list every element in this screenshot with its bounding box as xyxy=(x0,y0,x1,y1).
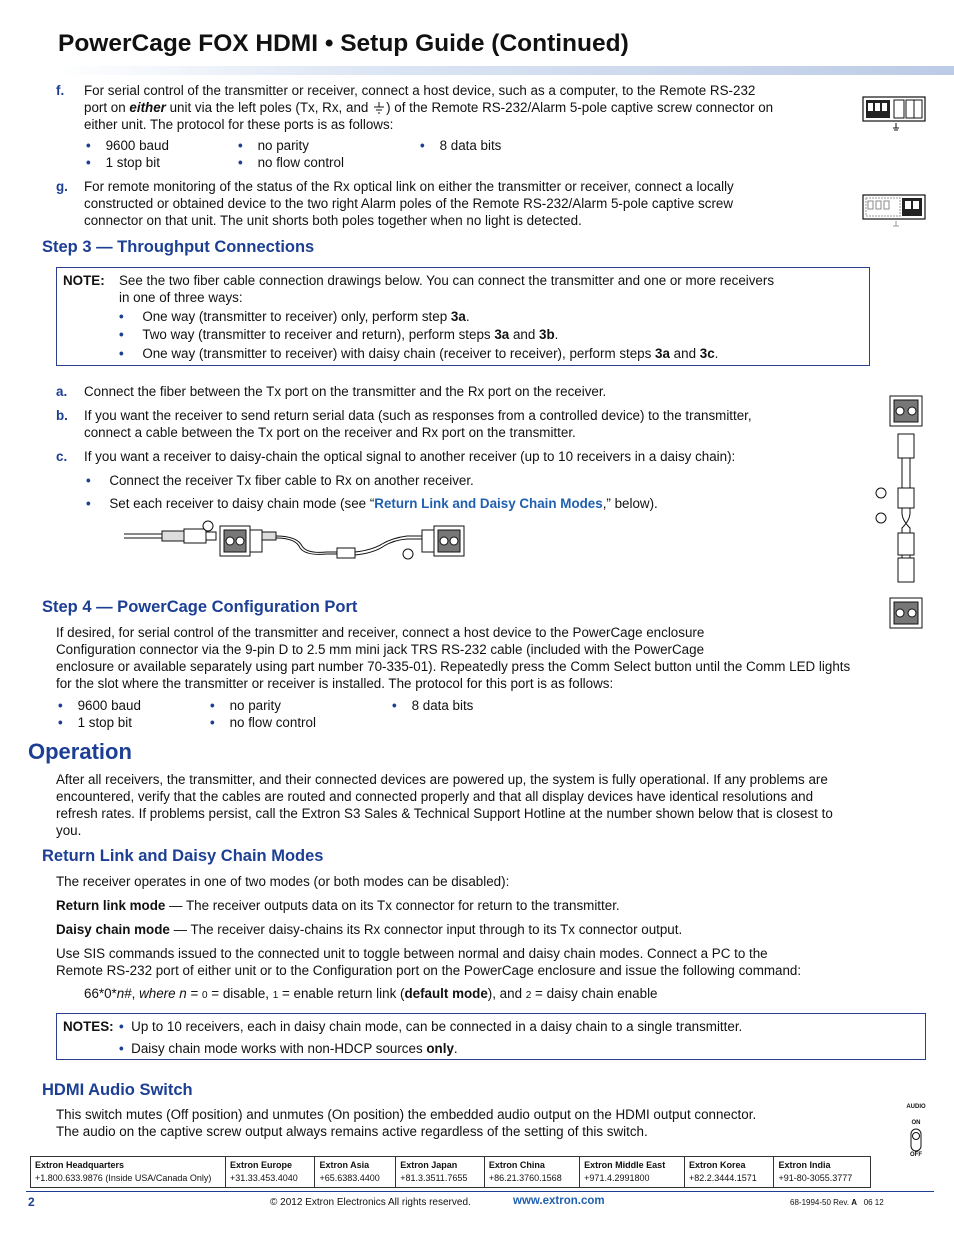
cmd-var: n xyxy=(116,986,125,1001)
sis-line2: Remote RS-232 port of either unit or to the Configuration port on the PowerCage enclosure and issue the following command: xyxy=(56,963,802,978)
step-f-text xyxy=(84,82,854,133)
step-g-text xyxy=(84,178,854,229)
list-item-text: One way (transmitter to receiver) only, perform step xyxy=(142,309,451,324)
note-line1: See the two fiber cable connection drawings below. You can connect the transmitter and one or more receivers xyxy=(119,273,775,288)
list-item: • Set each receiver to daisy chain mode (see “Return Link and Daisy Chain Modes,” below). xyxy=(86,496,658,511)
step3a-letter: a. xyxy=(56,384,68,399)
page-title: PowerCage FOX HDMI • Setup Guide (Continued) xyxy=(58,30,629,57)
list-item-text-end: ,” below). xyxy=(602,496,658,511)
cmd-part: = xyxy=(186,986,203,1001)
table-cell xyxy=(580,1157,685,1188)
conj: and xyxy=(669,346,700,361)
step-f-line2c: ) of the Remote RS-232/Alarm 5-pole captive screw connector on xyxy=(386,100,774,115)
list-item: • no parity xyxy=(238,138,309,153)
audio-heading: HDMI Audio Switch xyxy=(42,1081,193,1099)
step4-line3: enclosure or available separately using part number 70-335-01). Repeatedly press the Comm Select button until the Comm LED lights xyxy=(56,659,851,674)
doc-rev: A xyxy=(851,1198,858,1207)
cmd-where: where n xyxy=(139,986,187,1001)
step-g-line1: For remote monitoring of the status of the Rx optical link on either the transmitter or receiver, connect a locally xyxy=(84,179,734,194)
punct: . xyxy=(453,1041,458,1056)
table-cell xyxy=(226,1157,315,1188)
modes-heading: Return Link and Daisy Chain Modes xyxy=(42,847,324,865)
fiber-daisy-chain-drawing xyxy=(876,388,928,638)
cmd-part: 66*0* xyxy=(84,986,117,1001)
step-g-line2: constructed or obtained device to the two right Alarm poles of the Remote RS-232/Alarm 5-pole captive screw xyxy=(84,196,734,211)
step-g-line3: connector on that unit. The unit shorts both poles together when no light is detected. xyxy=(84,213,582,228)
operation-text xyxy=(56,771,936,839)
table-row xyxy=(31,1157,871,1188)
daisy-chain-desc xyxy=(56,921,682,938)
list-item: • One way (transmitter to receiver) only, perform step 3a. xyxy=(119,309,470,324)
step-f-line3: either unit. The protocol for these ports is as follows: xyxy=(84,117,394,132)
punct: . xyxy=(465,309,470,324)
office-name: Extron China xyxy=(488,1160,545,1170)
list-item-text: Two way (transmitter to receiver and return), perform steps xyxy=(142,327,495,342)
audio-line1: This switch mutes (Off position) and unmutes (On position) the embedded audio output on the HDMI output connector. xyxy=(56,1107,757,1122)
step3c-letter: c. xyxy=(56,449,68,464)
conj: and xyxy=(509,327,540,342)
cmd-part: #, xyxy=(124,986,140,1001)
list-item-text: Set each receiver to daisy chain mode (see “ xyxy=(109,496,375,511)
list-item: • 8 data bits xyxy=(420,138,502,153)
fiber-connection-drawing xyxy=(122,518,472,564)
step-f-letter: f. xyxy=(56,83,65,98)
table-cell xyxy=(315,1157,396,1188)
list-item-text: no flow control xyxy=(257,155,344,170)
step4-line2: Configuration connector via the 9-pin D to 2.5 mm mini jack TRS RS-232 cable (included with the PowerCage xyxy=(56,642,705,657)
copyright: © 2012 Extron Electronics All rights reserved. xyxy=(270,1197,471,1208)
table-cell xyxy=(774,1157,871,1188)
office-name: Extron Europe xyxy=(230,1160,293,1170)
list-item-text: no parity xyxy=(257,138,309,153)
office-phone: +81.3.3511.7655 xyxy=(400,1173,468,1183)
audio-switch-toggle[interactable] xyxy=(909,1128,923,1152)
table-cell xyxy=(685,1157,774,1188)
table-cell xyxy=(484,1157,579,1188)
step3a-text: Connect the fiber between the Tx port on the transmitter and the Rx port on the receiver. xyxy=(84,384,607,399)
audio-switch-off-label: OFF xyxy=(910,1152,922,1158)
office-phone: +31.33.453.4040 xyxy=(230,1173,298,1183)
modes-intro: The receiver operates in one of two modes (or both modes can be disabled): xyxy=(56,874,510,889)
cmd-value: 1 xyxy=(272,990,279,1001)
step-ref: 3b xyxy=(539,327,555,342)
step3b-text xyxy=(84,407,854,441)
footer-divider xyxy=(26,1191,934,1192)
step3b-line1: If you want the receiver to send return serial data (such as responses from a controlled device) to the transmitter, xyxy=(84,408,752,423)
step4-text xyxy=(56,624,936,692)
cmd-part: = disable, xyxy=(207,986,273,1001)
cmd-value: 0 xyxy=(202,990,208,1001)
step3b-line2: connect a cable between the Tx port on the receiver and Rx port on the transmitter. xyxy=(84,425,576,440)
note-text xyxy=(119,272,859,306)
table-cell xyxy=(396,1157,485,1188)
list-item: • Connect the receiver Tx fiber cable to Rx on another receiver. xyxy=(86,473,474,488)
operation-line1: After all receivers, the transmitter, and their connected devices are powered up, the system is fully operational. If any problems are xyxy=(56,772,828,787)
return-link-desc xyxy=(56,897,620,914)
title-bar xyxy=(54,66,954,75)
list-item-text: Up to 10 receivers, each in daisy chain mode, can be connected in a daisy chain to a single transmitter. xyxy=(131,1019,743,1034)
return-link-label: Return link mode xyxy=(56,898,166,913)
page-number: 2 xyxy=(28,1195,35,1209)
either-emphasis: either xyxy=(129,100,166,115)
list-item-text: Daisy chain mode works with non-HDCP sources xyxy=(131,1041,427,1056)
office-phone: +91-80-3055.3777 xyxy=(778,1173,853,1183)
list-item: • 1 stop bit xyxy=(86,155,160,170)
return-link-text: — The receiver outputs data on its Tx connector for return to the transmitter. xyxy=(165,898,620,913)
list-item: • Up to 10 receivers, each in daisy chain mode, can be connected in a daisy chain to a single transmitter. xyxy=(119,1019,743,1034)
list-item: • no parity xyxy=(210,698,281,713)
modes-notes-box xyxy=(56,1013,926,1060)
list-item: • 1 stop bit xyxy=(58,715,132,730)
step-f-line1: For serial control of the transmitter or receiver, connect a host device, such as a computer, to the Remote RS-232 xyxy=(84,83,756,98)
only-emphasis: only xyxy=(426,1041,454,1056)
audio-switch-label: AUDIO xyxy=(906,1104,926,1110)
note-label: NOTE: xyxy=(63,273,105,288)
office-name: Extron Korea xyxy=(689,1160,746,1170)
step-ref: 3a xyxy=(494,327,510,342)
audio-switch-on-label: ON xyxy=(911,1120,921,1126)
doc-num: 68-1994-50 Rev. xyxy=(790,1198,852,1207)
sis-text xyxy=(56,945,936,979)
list-item-text: One way (transmitter to receiver) with daisy chain (receiver to receiver), perform steps xyxy=(142,346,656,361)
list-item-text: no parity xyxy=(229,698,281,713)
cmd-part: = daisy chain enable xyxy=(531,986,658,1001)
list-item: • 8 data bits xyxy=(392,698,474,713)
website-link[interactable]: www.extron.com xyxy=(513,1195,605,1207)
note-line2: in one of three ways: xyxy=(119,290,243,305)
sis-line1: Use SIS commands issued to the connected unit to toggle between normal and daisy chain modes. Connect a PC to the xyxy=(56,946,768,961)
office-phone: +86.21.3760.1568 xyxy=(488,1173,562,1183)
list-item: • no flow control xyxy=(210,715,316,730)
list-item-text: 9600 baud xyxy=(77,698,141,713)
audio-line2: The audio on the captive screw output always remains active regardless of the setting of this switch. xyxy=(56,1124,648,1139)
ground-icon xyxy=(372,102,386,114)
cmd-part: ), and xyxy=(487,986,526,1001)
contact-table xyxy=(30,1156,871,1188)
operation-line3: refresh rates. If problems persist, call the Extron S3 Sales & Technical Support Hotline at the number shown below that is closest to xyxy=(56,806,833,821)
list-item: • One way (transmitter to receiver) with daisy chain (receiver to receiver), perform steps 3a and 3c. xyxy=(119,346,719,361)
doc-number xyxy=(790,1198,884,1207)
operation-heading: Operation xyxy=(28,739,132,764)
step-f-line2 xyxy=(84,99,854,116)
step4-line1: If desired, for serial control of the transmitter and receiver, connect a host device to the PowerCage enclosure xyxy=(56,625,705,640)
captive-screw-connector-tx-rx-icon xyxy=(862,96,926,132)
list-item-text: 1 stop bit xyxy=(105,155,160,170)
office-phone: +65.6383.4400 xyxy=(319,1173,380,1183)
step3c-text: If you want a receiver to daisy-chain the optical signal to another receiver (up to 10 receivers in a daisy chain): xyxy=(84,449,736,464)
office-phone: +1.800.633.9876 (Inside USA/Canada Only) xyxy=(35,1173,212,1183)
step4-heading: Step 4 — PowerCage Configuration Port xyxy=(42,598,358,616)
office-name: Extron Asia xyxy=(319,1160,370,1170)
cmd-default: default mode xyxy=(404,986,488,1001)
step-ref: 3a xyxy=(655,346,670,361)
office-phone: +82.2.3444.1571 xyxy=(689,1173,757,1183)
step3-heading: Step 3 — Throughput Connections xyxy=(42,238,315,256)
list-item-text: Connect the receiver Tx fiber cable to Rx on another receiver. xyxy=(109,473,474,488)
list-item-text: 1 stop bit xyxy=(77,715,132,730)
office-name: Extron Japan xyxy=(400,1160,458,1170)
operation-line4: you. xyxy=(56,823,82,838)
step-f-line2a: port on xyxy=(84,100,130,115)
list-item: • 9600 baud xyxy=(58,698,141,713)
step3-note-box xyxy=(56,267,870,366)
list-item-text: 9600 baud xyxy=(105,138,169,153)
list-item-text: 8 data bits xyxy=(411,698,474,713)
office-name: Extron India xyxy=(778,1160,831,1170)
list-item-text: no flow control xyxy=(229,715,316,730)
cmd-value: 2 xyxy=(525,990,532,1001)
punct: . xyxy=(714,346,719,361)
office-phone: +971.4.2991800 xyxy=(584,1173,650,1183)
notes-label: NOTES: xyxy=(63,1019,114,1034)
step-ref: 3a xyxy=(450,309,466,324)
list-item: • Daisy chain mode works with non-HDCP sources only. xyxy=(119,1041,458,1056)
punct: . xyxy=(554,327,559,342)
step-f-line2b: unit via the left poles (Tx, Rx, and xyxy=(165,100,373,115)
step4-line4: for the slot where the transmitter or receiver is installed. The protocol for this port is as follows: xyxy=(56,676,614,691)
step-ref: 3c xyxy=(699,346,715,361)
sis-command xyxy=(84,985,658,1004)
step-g-letter: g. xyxy=(56,179,68,194)
daisy-chain-text: — The receiver daisy-chains its Rx connector input through to its Tx connector output. xyxy=(169,922,683,937)
audio-text xyxy=(56,1106,876,1140)
doc-date: 06 12 xyxy=(863,1198,884,1207)
list-item: • Two way (transmitter to receiver and return), perform steps 3a and 3b. xyxy=(119,327,559,342)
daisy-chain-label: Daisy chain mode xyxy=(56,922,170,937)
list-item: • 9600 baud xyxy=(86,138,169,153)
office-name: Extron Middle East xyxy=(584,1160,666,1170)
daisy-chain-modes-link[interactable]: Return Link and Daisy Chain Modes xyxy=(374,496,603,511)
operation-line2: encountered, verify that the cables are routed and connected properly and that all display devices have identical resolutions and xyxy=(56,789,814,804)
list-item: • no flow control xyxy=(238,155,344,170)
step3b-letter: b. xyxy=(56,408,68,423)
captive-screw-connector-alarm-icon xyxy=(862,194,926,230)
cmd-part: = enable return link ( xyxy=(278,986,405,1001)
table-cell xyxy=(31,1157,226,1188)
office-name: Extron Headquarters xyxy=(35,1160,125,1170)
list-item-text: 8 data bits xyxy=(439,138,502,153)
